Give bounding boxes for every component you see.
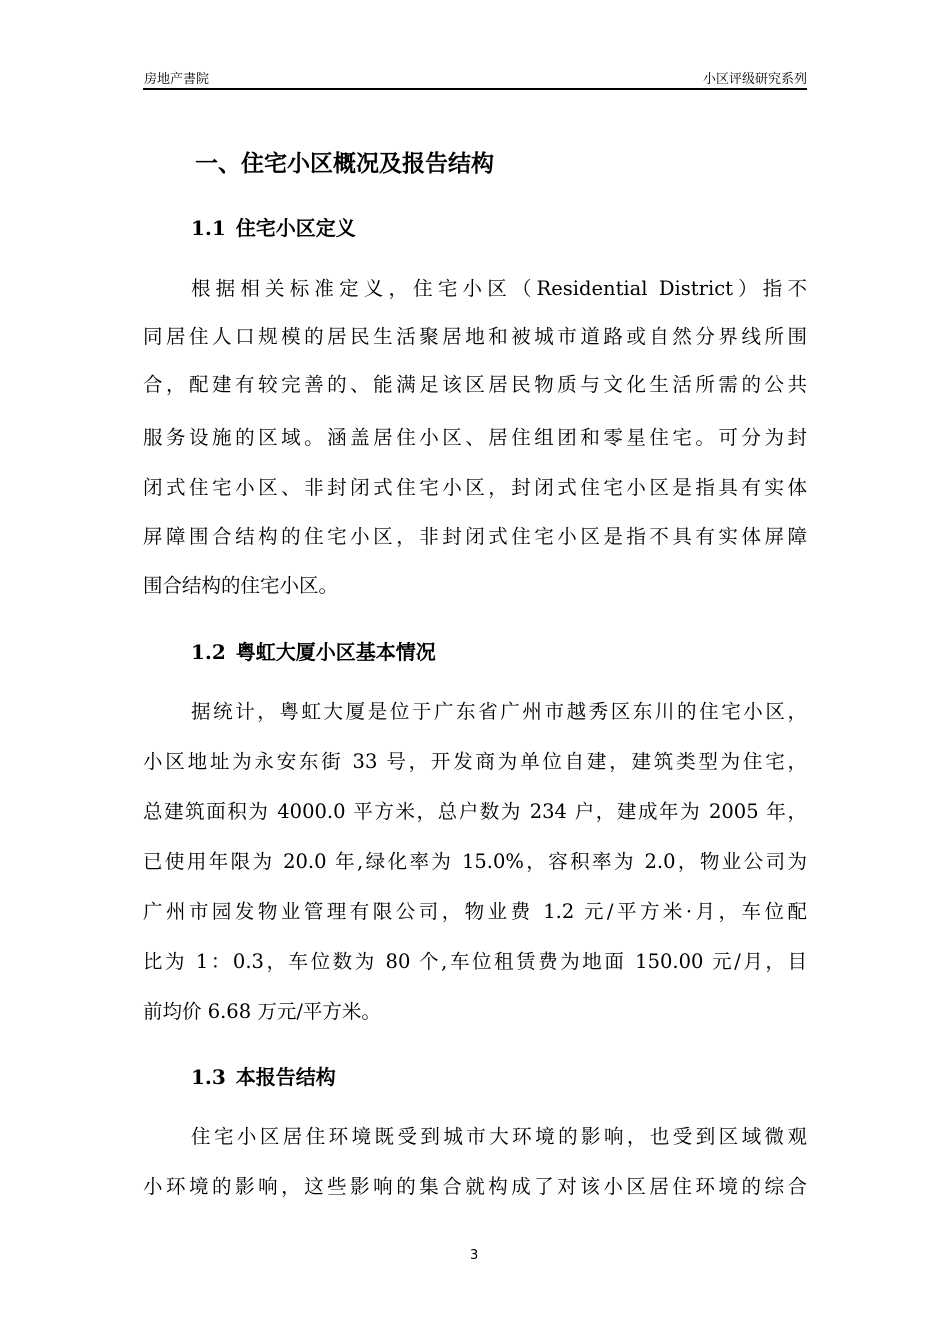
section-heading-1-3 (191, 1061, 336, 1090)
section-number: 1.1 (191, 216, 226, 240)
paragraph-line: 比为 1：0.3，车位数为 80 个,车位租赁费为地面 150.00 元/月，目 (143, 950, 807, 973)
paragraph-line: 合，配建有较完善的、能满足该区居民物质与文化生活所需的公共 (143, 373, 807, 396)
paragraph-line: 根据相关标准定义，住宅小区（Residential District）指不 (191, 277, 807, 300)
section-heading-1-1 (191, 212, 356, 241)
paragraph-line: 围合结构的住宅小区。 (143, 574, 339, 597)
page-header (143, 66, 807, 90)
paragraph-line: 广州市园发物业管理有限公司，物业费 1.2 元/平方米·月，车位配 (143, 900, 807, 923)
paragraph-line: 小区地址为永安东街 33 号，开发商为单位自建，建筑类型为住宅， (143, 750, 807, 773)
page-number: 3 (470, 1248, 479, 1263)
section-number: 1.3 (191, 1065, 226, 1089)
header-publisher: 房地产書院 (144, 72, 210, 87)
paragraph-line: 前均价 6.68 万元/平方米。 (143, 1000, 381, 1023)
paragraph-line: 屏障围合结构的住宅小区，非封闭式住宅小区是指不具有实体屏障 (143, 525, 807, 548)
section-title-text: 本报告结构 (235, 1065, 336, 1089)
header-series-title: 小区评级研究系列 (702, 72, 807, 87)
section-number: 1.2 (191, 640, 226, 664)
paragraph-line: 据统计，粤虹大厦是位于广东省广州市越秀区东川的住宅小区， (191, 700, 807, 723)
paragraph-line: 已使用年限为 20.0 年,绿化率为 15.0%，容积率为 2.0，物业公司为 (143, 850, 807, 873)
section-heading-1-2 (191, 636, 436, 665)
paragraph-line: 小环境的影响，这些影响的集合就构成了对该小区居住环境的综合 (143, 1175, 807, 1198)
paragraph-line: 同居住人口规模的居民生活聚居地和被城市道路或自然分界线所围 (143, 325, 807, 348)
section-title-text: 粤虹大厦小区基本情况 (235, 640, 436, 664)
section-title-text: 住宅小区定义 (235, 216, 356, 240)
chapter-title: 一、住宅小区概况及报告结构 (195, 151, 494, 177)
paragraph-line: 服务设施的区域。涵盖居住小区、居住组团和零星住宅。可分为封 (143, 426, 807, 449)
paragraph-line: 住宅小区居住环境既受到城市大环境的影响，也受到区域微观 (191, 1125, 807, 1148)
paragraph-line: 闭式住宅小区、非封闭式住宅小区，封闭式住宅小区是指具有实体 (143, 476, 807, 499)
paragraph-line: 总建筑面积为 4000.0 平方米，总户数为 234 户，建成年为 2005 年， (143, 800, 807, 823)
